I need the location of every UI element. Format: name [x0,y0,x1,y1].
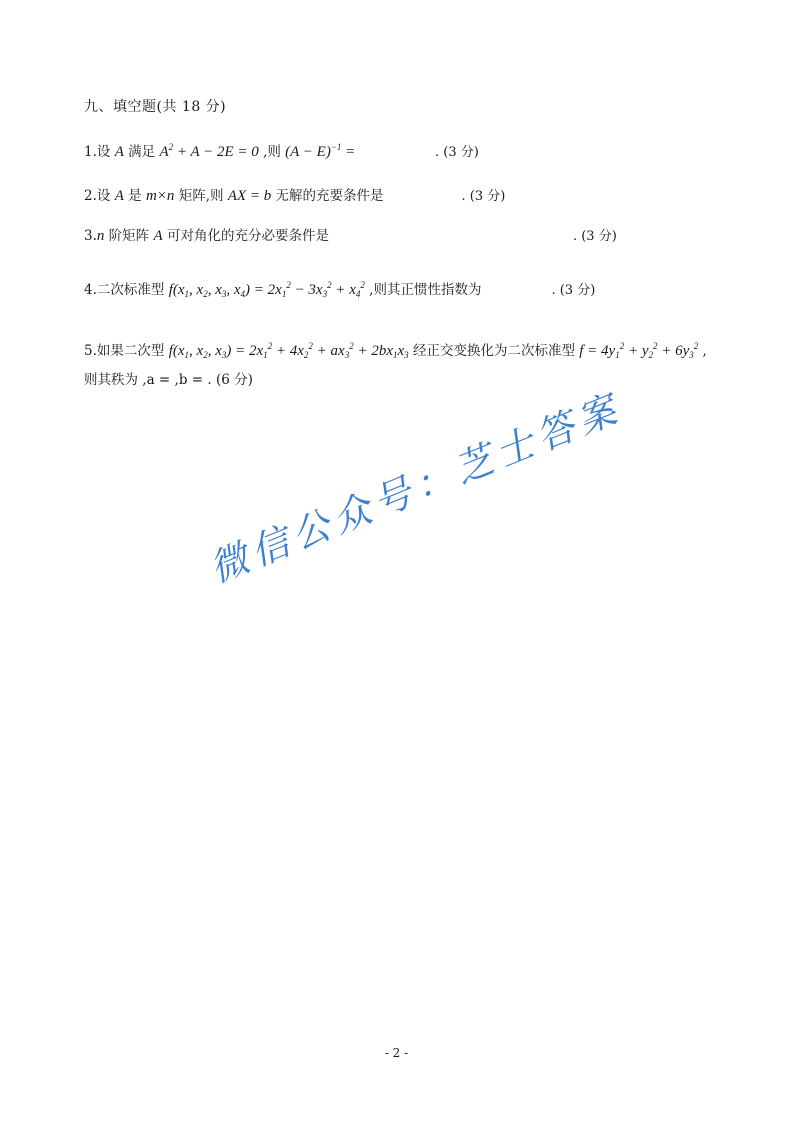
question-text: 无解的充要条件是 [271,188,384,204]
question-text: 则其秩为 [84,372,138,388]
math-formula: $f(x_1$, $x_2$, $x_3) = 2x_1^2 + 4x_2^2 + ax_3^2 + 2bx_1x_3$ [168,341,409,360]
question-number: 4. [84,282,97,298]
score-label: . (3 分) [572,229,617,244]
question-text: 如果二次型 [96,343,169,359]
question-3 [84,226,617,247]
score-label: . (3 分) [461,189,506,204]
question-text: 设 [96,144,115,160]
question-text: 满足 [123,144,160,160]
math-formula: $f(x_1$, $x_2$, $x_3$, $x_4) = 2x_1^2 - 3x_3^2 + x_4^2$ [168,280,365,299]
question-5-line-2 [84,370,253,390]
question-text: ,则其正惯性指数为 [364,282,482,298]
question-4 [84,275,595,304]
score-label: . (6 分) [207,372,253,388]
math-formula: m×n [145,188,175,204]
question-number: 2. [84,188,97,204]
question-text: 可对角化的充分必要条件是 [162,228,329,244]
section-title: 九、填空题(共 18 分) [84,99,227,115]
question-text: ,则 [258,144,286,160]
question-1 [84,137,479,163]
score-label: . (3 分) [551,283,596,298]
math-var: ,a = [138,372,175,388]
question-2 [84,186,505,207]
question-number: 5. [84,343,97,359]
question-text: , [698,343,707,359]
page-number: - 2 - [384,1046,409,1060]
math-var: A [114,188,124,204]
math-formula: $(A - E)^{-1}$ = [285,142,360,160]
math-var: A [114,144,124,160]
math-formula: AX = b [227,188,272,204]
question-number: 1. [84,144,97,160]
question-text: 经正交变换化为二次标准型 [408,343,580,359]
question-text: 二次标准型 [96,282,169,298]
question-text: 设 [96,188,115,204]
question-text: 阶矩阵 [104,228,154,244]
math-var: n [96,228,105,244]
math-var: ,b = [174,372,208,388]
math-formula: $A^2 + A - 2E = 0$ [159,142,259,160]
question-5 [84,336,707,365]
question-number: 3. [84,228,97,244]
question-text: 是 [123,188,146,204]
question-text: 矩阵,则 [174,188,228,204]
math-var: A [153,228,163,244]
score-label: . (3 分) [435,145,479,160]
watermark: 微信公众号：芝士答案 [203,385,628,592]
math-formula: $f = 4y_1^2 + y_2^2 + 6y_3^2$ [579,341,699,360]
